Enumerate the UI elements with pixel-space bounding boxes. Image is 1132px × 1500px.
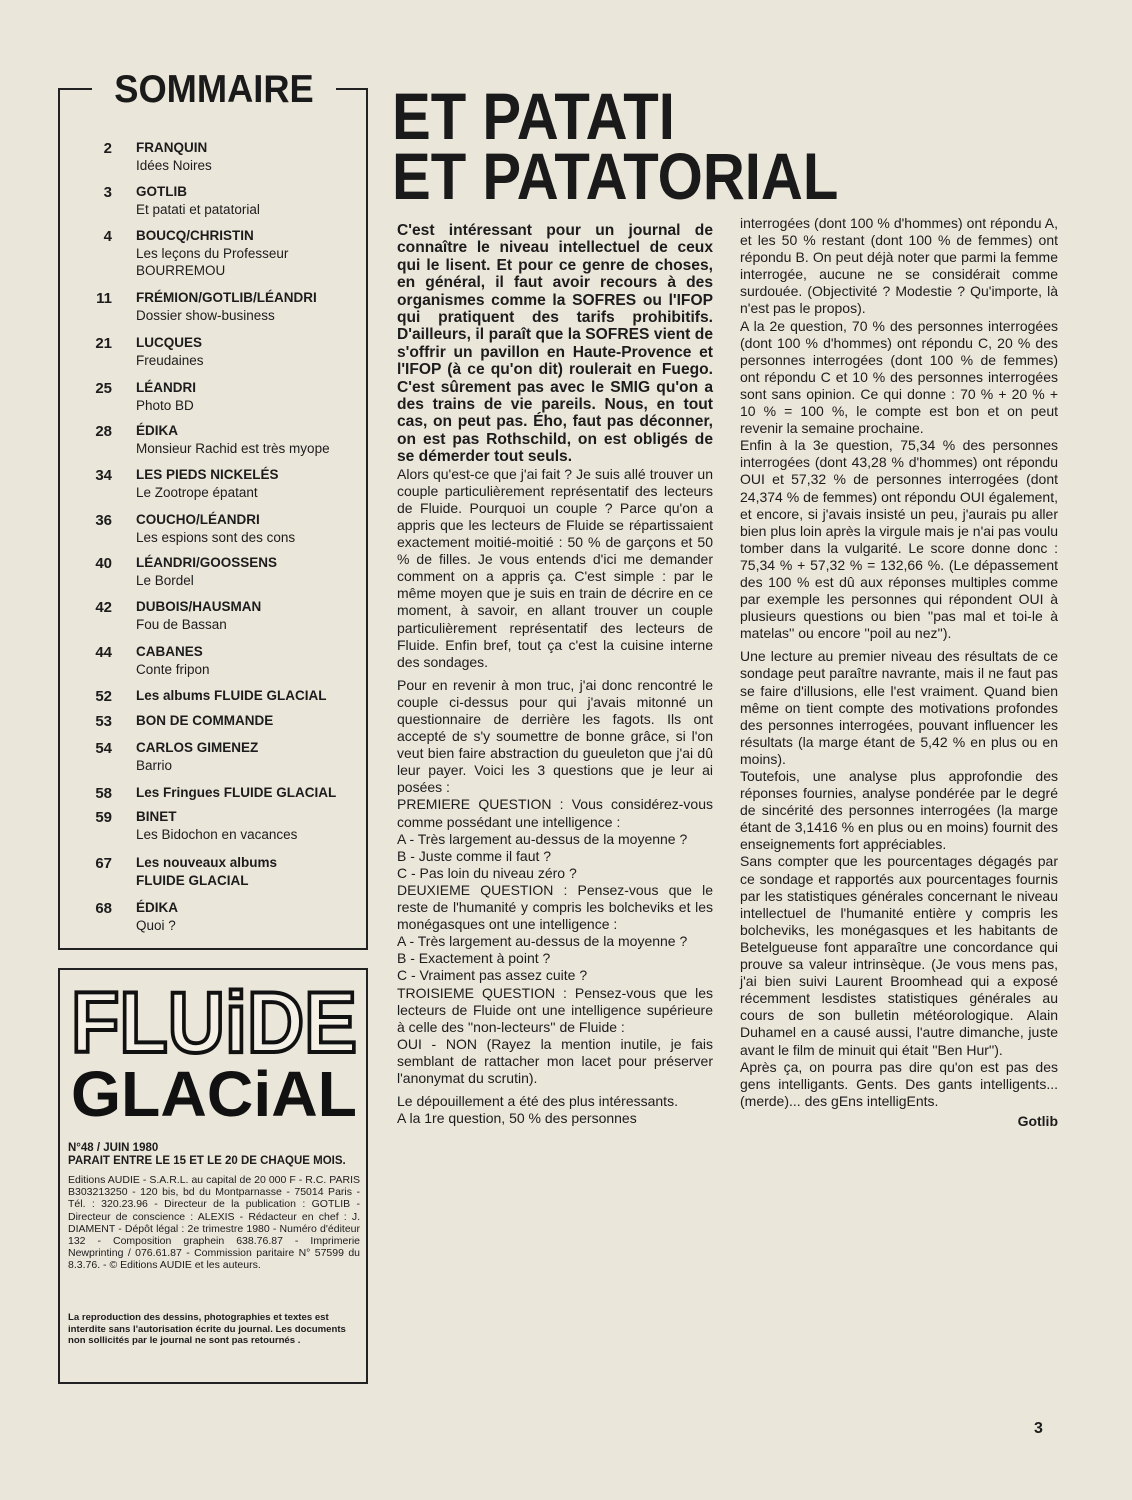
toc-author: FRÉMION/GOTLIB/LÉANDRI xyxy=(136,290,317,305)
reproduction-notice: La reproduction des dessins, photographies et textes est interdite sans l'autorisation écrite du journal. Les documents non sollicités par le journal ne sont pas retournés . xyxy=(68,1312,346,1346)
toc-title: Barrio xyxy=(136,758,173,773)
article-intro: C'est intéressant pour un journal de connaître le niveau intellectuel de ceux qui le lisent. Et pour ce genre de choses, en général, il faut avoir recours à des organismes comme la SOFRES ou l'IFOP qui pratiquent des tarifs prohibitifs. D'ailleurs, il paraît que la SOFRES vient de s'offrir un pavillon en Haute-Provence et l'IFOP (à ce qu'on dit) roulerait en Fuego. C'est sûrement pas avec le SMIG qu'on a des trains de vie pareils. Nous, en tout cas, on peut pas. Ého, faut pas déconner, on est pas Rothschild, on est obligés de se démerder tout seuls. xyxy=(397,222,713,466)
toc-page-number: 4 xyxy=(103,228,112,245)
toc-title: Les espions sont des cons xyxy=(136,530,296,545)
issue-info xyxy=(68,1142,346,1168)
toc-title: Et patati et patatorial xyxy=(136,202,260,217)
toc-author: LÉANDRI xyxy=(136,380,196,395)
toc-author: LÉANDRI/GOOSSENS xyxy=(136,555,278,570)
toc-page-number: 11 xyxy=(96,290,112,307)
article-paragraph: Enfin à la 3e question, 75,34 % des personnes interrogées (dont 43,28 % d'hommes) ont répondu OUI et 57,32 % de personnes interrogées (dont 24,374 % de femmes) ont répondu OUI également, et encore, si j'avais insisté un peu, j'aurais pu aller bien plus loin après la virgule mais je n'ai pas voulu tomber dans la vulgarité. Le score donne donc : 75,34 % + 57,32 % = 132,66 %. (Le dépassement des 100 % est dû aux réponses multiples comme par exemple les personnes qui répondent OUI à plusieurs questions ou bien ''pas mal et toi-le à matelas'' ou encore ''poil au nez''). xyxy=(740,437,1058,642)
toc-page-number: 59 xyxy=(95,809,112,826)
toc-page-number: 44 xyxy=(95,644,112,661)
legal-notice: Editions AUDIE - S.A.R.L. au capital de 20 000 F - R.C. PARIS B303213250 - 120 bis, bd du Montparnasse - 75014 Paris - Tél. : 320.23.96 - Directeur de la publication : GOTLIB - Directeur de conscience : ALEXIS - Rédacteur en chef : J. DIAMENT - Dépôt légal : 2e trimestre 1980 - Numéro d'éditeur 132 - Composition graphein 638.76.87 - Imprimerie Newprinting / 076.61.87 - Commission paritaire N° 57599 du 8.3.76. - © Editions AUDIE et les auteurs. xyxy=(68,1174,360,1272)
article-paragraph: C - Vraiment pas assez cuite ? xyxy=(397,967,588,984)
toc-page-number: 36 xyxy=(95,512,112,529)
toc-author: ÉDIKA xyxy=(136,900,179,915)
author-signature: Gotlib xyxy=(1017,1112,1058,1129)
toc-page-number: 21 xyxy=(95,335,112,352)
toc-page-number: 52 xyxy=(95,688,112,705)
frame-line xyxy=(336,88,368,90)
issue-frequency: PARAIT ENTRE LE 15 ET LE 20 DE CHAQUE MOIS. xyxy=(68,1155,346,1167)
logo-line-2: GLACiAL xyxy=(71,1058,357,1126)
toc-page-number: 42 xyxy=(95,599,112,616)
toc-author: Les nouveaux albums xyxy=(136,855,278,870)
toc-title-continued: BOURREMOU xyxy=(136,263,226,278)
logo-line-1: FLUiDE xyxy=(71,976,357,1071)
article-paragraph: TROISIEME QUESTION : Pensez-vous que les lecteurs de Fluide ont une intelligence supérieure à celle des ''non-lecteurs'' de Fluide : xyxy=(397,984,713,1035)
toc-title: Dossier show-business xyxy=(136,308,275,323)
toc-page-number: 68 xyxy=(95,900,112,917)
toc-author: Les Fringues FLUIDE GLACIAL xyxy=(136,785,337,800)
article-paragraph: C - Pas loin du niveau zéro ? xyxy=(397,864,577,881)
toc-title: FLUIDE GLACIAL xyxy=(136,873,249,888)
article-paragraph: Le dépouillement a été des plus intéressants. xyxy=(397,1093,678,1110)
toc-author: GOTLIB xyxy=(136,184,187,199)
toc-page-number: 28 xyxy=(95,423,112,440)
toc-title: Fou de Bassan xyxy=(136,617,227,632)
frame-line xyxy=(58,88,92,90)
toc-title: Quoi ? xyxy=(136,918,176,933)
toc-author: FRANQUIN xyxy=(136,140,208,155)
article-paragraph: B - Juste comme il faut ? xyxy=(397,847,552,864)
toc-author: BINET xyxy=(136,809,177,824)
toc-author: BON DE COMMANDE xyxy=(136,713,274,728)
toc-page-number: 25 xyxy=(95,380,112,397)
article-paragraph: Pour en revenir à mon truc, j'ai donc rencontré le couple ci-dessus pour qui j'avais mitonné un questionnaire de derrière les fagots. Ils ont accepté de s'y soumettre de bonne grâce, si l'on veut bien faire abstraction du gueuleton que j'ai dû leur payer. Voici les 3 questions que je leur ai posées : xyxy=(397,676,713,796)
toc-author: DUBOIS/HAUSMAN xyxy=(136,599,262,614)
toc-author: LES PIEDS NICKELÉS xyxy=(136,467,279,482)
toc-title: Idées Noires xyxy=(136,158,212,173)
masthead-box xyxy=(58,968,368,1384)
toc-page-number: 53 xyxy=(95,713,112,730)
article-paragraph: Sans compter que les pourcentages dégagés par ce sondage et rapportés aux pourcentages fournis par les statistiques générales concernant le niveau intellectuel de l'humanité entière y compris les bolcheviks, les monégasques et les habitants de Betelgueuse font apparaître une concordance qui prouve sa valeur intrinsèque. (Je vous mens pas, j'ai bien suivi Laurent Broomhead qui a exposé récemment lesdistes statistiques générales au cours de son bulletin météorologique. Alain Duhamel en a causé aussi, l'autre dimanche, juste avant le film de minuit qui était ''Ben Hur''). xyxy=(740,853,1058,1058)
article-paragraph: PREMIERE QUESTION : Vous considérez-vous comme possédant une intelligence : xyxy=(397,796,713,830)
sommaire-heading: SOMMAIRE xyxy=(114,68,314,111)
article-paragraph: Alors qu'est-ce que j'ai fait ? Je suis allé trouver un couple particulièrement représentatif des lecteurs de Fluide. Pourquoi un couple ? Parce qu'on a appris que les lecteurs de Fluide se répartissaient exactement moitié-moitié : 50 % de garçons et 50 % de filles. Je vous entends d'ici me demander comment on a appris ça. C'est simple : par le même moyen que je suis en train de décrire en ce moment, à savoir, en allant trouver un couple particulièrement représentatif des lecteurs de Fluide. Enfin bref, tout ça c'est la cuisine interne des sondages. xyxy=(397,465,713,670)
title-line-2: ET PATATORIAL xyxy=(392,139,839,213)
article-paragraph: Après ça, on pourra pas dire qu'on est pas des gens intelligants. Gents. Des gants intelligents... (merde)... des gEns intelligEnts. xyxy=(740,1058,1058,1109)
toc-author: ÉDIKA xyxy=(136,423,179,438)
toc-page-number: 67 xyxy=(95,855,112,872)
article-title xyxy=(392,79,920,213)
toc-title: Le Zootrope épatant xyxy=(136,485,258,500)
article-paragraph: B - Exactement à point ? xyxy=(397,950,551,967)
toc-author: CARLOS GIMENEZ xyxy=(136,740,259,755)
toc-title: Le Bordel xyxy=(136,573,194,588)
toc-title: Conte fripon xyxy=(136,662,210,677)
article-paragraph: A - Très largement au-dessus de la moyenne ? xyxy=(397,933,688,950)
toc-page-number: 40 xyxy=(95,555,112,572)
table-of-contents xyxy=(58,68,368,950)
toc-page-number: 34 xyxy=(95,467,112,484)
article-paragraph: interrogées (dont 100 % d'hommes) ont répondu A, et les 50 % restant (dont 100 % de femmes) ont répondu B. On peut déjà noter que parmi la femme interrogée, aucune ne se considérait comme surdouée. (Objectivité ? Modestie ? Qu'importe, là n'est pas le propos). xyxy=(740,215,1058,317)
article-paragraph: A - Très largement au-dessus de la moyenne ? xyxy=(397,830,688,847)
toc-page-number: 54 xyxy=(95,740,112,757)
toc-title: Les leçons du Professeur xyxy=(136,246,289,261)
article-column-1 xyxy=(397,222,713,1127)
page-number: 3 xyxy=(1034,1420,1043,1437)
toc-page-number: 58 xyxy=(95,785,112,802)
toc-author: Les albums FLUIDE GLACIAL xyxy=(136,688,327,703)
fluide-glacial-logo xyxy=(64,976,364,1126)
article-paragraph: OUI - NON (Rayez la mention inutile, je fais semblant de rattacher mon lacet pour préserver l'anonymat du scrutin). xyxy=(397,1035,713,1086)
toc-author: BOUCQ/CHRISTIN xyxy=(136,228,254,243)
issue-number: N°48 / JUIN 1980 xyxy=(68,1142,159,1154)
toc-author: COUCHO/LÉANDRI xyxy=(136,512,260,527)
title-line-1: ET PATATI xyxy=(392,79,675,153)
toc-title: Photo BD xyxy=(136,398,194,413)
toc-author: CABANES xyxy=(136,644,203,659)
article-paragraph: DEUXIEME QUESTION : Pensez-vous que le reste de l'humanité y compris les bolcheviks et les monégasques ont une intelligence : xyxy=(397,881,713,933)
toc-page-number: 3 xyxy=(103,184,112,201)
toc-author: LUCQUES xyxy=(136,335,203,350)
article-paragraph: A la 2e question, 70 % des personnes interrogées (dont 100 % d'hommes) ont répondu C, 20 % des personnes interrogées (dont 100 % de femmes) ont répondu C et 10 % des personnes interrogées sont sans opinion. Ce qui donne : 70 % + 20 % + 10 % = 100 %, le compte est bon et on peut revenir la semaine prochaine. xyxy=(740,317,1058,437)
toc-title: Monsieur Rachid est très myope xyxy=(136,441,330,456)
article-paragraph: Une lecture au premier niveau des résultats de ce sondage peut paraître navrante, mais il ne faut pas se faire d'illusions, elle l'est vraiment. Quand bien même on tient compte des motivations profondes des personnes interrogées, pouvant influencer les résultats (la marge étant de 5,42 % en plus ou en moins). xyxy=(740,648,1058,767)
toc-title: Les Bidochon en vacances xyxy=(136,827,298,842)
article-paragraph: Toutefois, une analyse plus approfondie des réponses fournies, analyse pondérée par le degré de sincérité des personnes interrogées (la marge étant de 3,1416 % en plus ou en moins) fournit des enseignements fort appréciables. xyxy=(740,768,1058,853)
article-paragraph: A la 1re question, 50 % des personnes xyxy=(397,1110,637,1127)
toc-title: Freudaines xyxy=(136,353,204,368)
article-column-2 xyxy=(740,215,1058,1129)
toc-page-number: 2 xyxy=(103,140,112,157)
